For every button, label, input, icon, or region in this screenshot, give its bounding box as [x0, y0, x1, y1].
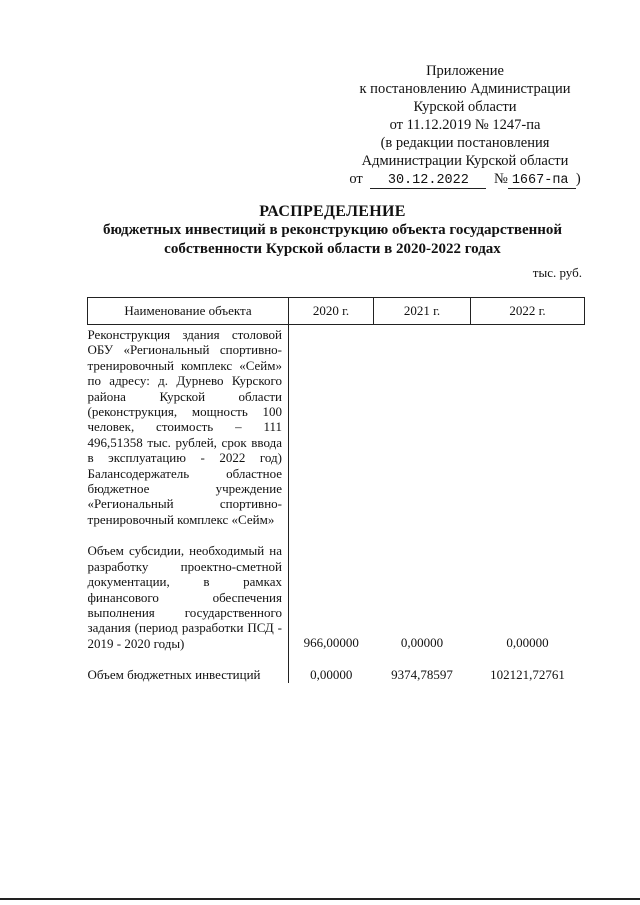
row-investment-name: Объем бюджетных инвестиций — [88, 665, 289, 682]
title-sub-1: бюджетных инвестиций в реконструкцию объекта государственной — [102, 222, 563, 238]
row-subsidy-2021: 0,00000 — [400, 635, 444, 651]
appendix-line-5: (в редакции постановления — [380, 135, 550, 151]
row-subsidy-name: Объем субсидии, необходимый на разработку проектно-сметной документации, в рамках финансового обеспечения выполнения государственного задания (период разработки ПСД - 2019 - 2020 годы) — [88, 541, 289, 651]
units-label: тыс. руб. — [532, 265, 582, 280]
header-2021: 2021 г. — [374, 298, 471, 325]
appendix-line-2: к постановлению Администрации — [359, 81, 571, 97]
object-description: Реконструкция здания столовой ОБУ «Региональный спортивно-тренировочный комплекс «Сейм» по адресу: д. Дурнево Курского района Курской области (реконструкция, мощность 100 человек, стоимость – 111 496,51358 тыс. рублей, срок ввода в эксплуатацию - 2022 год) Балансодержатель областное бюджетное учреждение «Региональный спортивно-тренировочный комплекс «Сейм» — [88, 325, 289, 528]
distribution-table — [87, 297, 585, 683]
row-investment-2021: 9374,78597 — [391, 666, 453, 682]
row-investment-2022: 102121,72761 — [490, 666, 565, 682]
table-header-row — [88, 298, 585, 325]
page-bottom-edge — [0, 898, 640, 900]
appendix-line-6: Администрации Курской области — [361, 153, 569, 169]
revision-number: 1667-па — [508, 173, 576, 189]
appendix-line-4: от 11.12.2019 № 1247-па — [389, 117, 541, 133]
document-title — [60, 202, 605, 259]
revision-no-sign: № — [493, 171, 508, 187]
row-subsidy-2020: 966,00000 — [303, 635, 359, 651]
header-2020: 2020 г. — [289, 298, 374, 325]
row-investment-2020: 0,00000 — [310, 666, 353, 682]
appendix-line-3: Курской области — [413, 99, 517, 115]
revision-ot: от — [349, 171, 363, 187]
appendix-revision-line — [330, 170, 600, 189]
appendix-header — [330, 62, 600, 189]
table-row — [88, 665, 585, 682]
title-main: РАСПРЕДЕЛЕНИЕ — [259, 203, 406, 220]
row-subsidy-2022: 0,00000 — [506, 635, 549, 651]
header-2022: 2022 г. — [471, 298, 585, 325]
revision-date: 30.12.2022 — [370, 173, 486, 189]
revision-close: ) — [575, 171, 581, 187]
header-object-name: Наименование объекта — [88, 298, 289, 325]
title-sub-2: собственности Курской области в 2020-2022 годах — [164, 241, 501, 257]
table-row-object — [88, 325, 585, 528]
appendix-label: Приложение — [426, 63, 504, 79]
table-row — [88, 541, 585, 651]
